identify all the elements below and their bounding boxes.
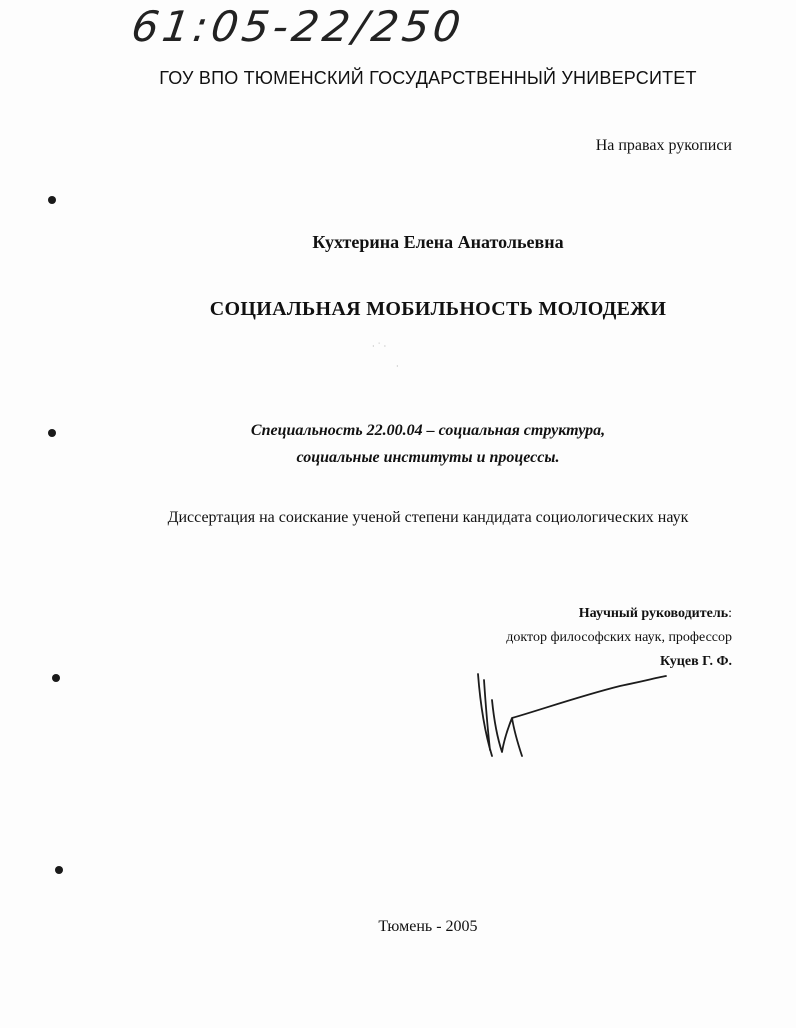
supervisor-degree: доктор философских наук, профессор <box>506 630 732 645</box>
city-year: Тюмень - 2005 <box>378 918 478 935</box>
specialty-line-1: Специальность 22.00.04 – социальная структура, <box>250 422 606 439</box>
archive-code-handwritten: 61:05-22/250 <box>128 2 468 51</box>
rights-notice: На правах рукописи <box>595 137 732 154</box>
scan-speck: · ˙ · <box>372 342 387 351</box>
supervisor-colon: : <box>728 606 732 621</box>
supervisor-name: Куцев Г. Ф. <box>660 654 732 669</box>
specialty-block <box>30 417 796 471</box>
binding-punch-mark <box>48 196 56 204</box>
university-name: ГОУ ВПО ТЮМЕНСКИЙ ГОСУДАРСТВЕННЫЙ УНИВЕРСИТЕТ <box>159 68 697 88</box>
supervisor-label: Научный руководитель <box>578 606 729 621</box>
dissertation-title: СОЦИАЛЬНАЯ МОБИЛЬНОСТЬ МОЛОДЕЖИ <box>209 298 667 320</box>
specialty-line-2: социальные институты и процессы. <box>296 449 560 466</box>
scan-speck: · <box>396 362 399 371</box>
author-name: Кухтерина Елена Анатольевна <box>312 232 564 252</box>
binding-punch-mark <box>48 429 56 437</box>
binding-punch-mark <box>52 674 60 682</box>
dissertation-note: Диссертация на соискание ученой степени кандидата социологических наук <box>167 509 689 526</box>
supervisor-signature <box>470 660 680 770</box>
binding-punch-mark <box>55 866 63 874</box>
